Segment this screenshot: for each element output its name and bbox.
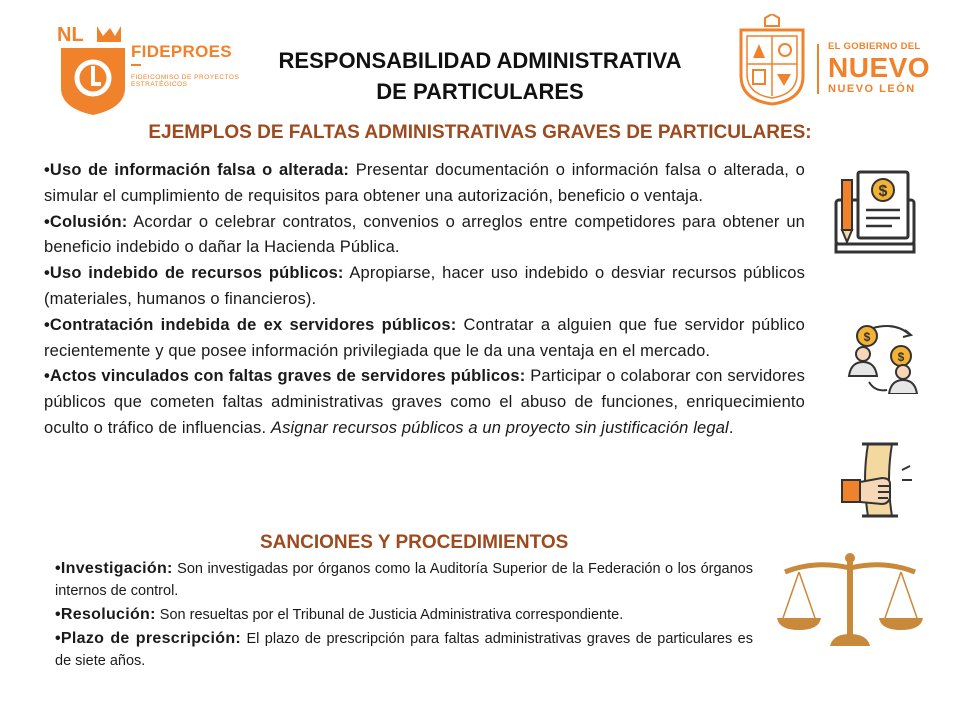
item-text: Son investigadas por órganos como la Auditoría Superior de la Federación o los órganos internos de control. xyxy=(55,561,753,599)
list-item xyxy=(44,261,805,313)
item-end: . xyxy=(728,418,734,437)
gobierno-line-3: NUEVO LEÓN xyxy=(828,83,916,95)
item-term: •Colusión: xyxy=(44,212,128,231)
item-term: •Uso indebido de recursos públicos: xyxy=(44,264,344,283)
item-text: Presentar documentación o información falsa o alterada, o simular el cumplimiento de requisitos para obtener una autorización, beneficio o ventaja. xyxy=(44,161,805,205)
sanciones-list xyxy=(55,558,753,674)
item-text: El plazo de prescripción para faltas administrativas graves de particulares es de siete años. xyxy=(55,631,753,669)
document-dollar-pencil-icon xyxy=(832,168,918,258)
list-item xyxy=(44,313,805,365)
page-title xyxy=(235,45,725,107)
item-term: •Plazo de prescripción: xyxy=(55,630,242,647)
list-item xyxy=(55,604,753,626)
scales-of-justice-icon xyxy=(775,550,925,650)
logo-dash xyxy=(131,64,141,66)
coat-of-arms-icon xyxy=(735,14,810,106)
list-item xyxy=(44,364,805,441)
faltas-list xyxy=(44,158,805,442)
gobierno-line-2: NUEVO xyxy=(828,52,931,83)
item-text: Son resueltas por el Tribunal de Justicia Administrativa correspondiente. xyxy=(155,607,624,623)
list-item xyxy=(55,558,753,602)
item-term: •Actos vinculados con faltas graves de servidores públicos: xyxy=(44,367,526,386)
svg-text:$: $ xyxy=(863,330,871,344)
gobierno-line-1: EL GOBIERNO DEL xyxy=(828,41,921,52)
gobierno-nuevo-leon-logo xyxy=(735,14,935,106)
item-italic-text: Asignar recursos públicos a un proyecto sin justificación legal xyxy=(270,418,729,437)
item-text: Acordar o celebrar contratos, convenios o arreglos entre competidores para obtener un beneficio indebido o dañar la Hacienda Pública. xyxy=(44,212,805,257)
list-item xyxy=(44,158,805,210)
people-money-exchange-icon xyxy=(845,320,925,394)
nl-text: NL xyxy=(57,24,84,46)
fideproes-logo xyxy=(55,22,255,117)
svg-text:$: $ xyxy=(897,350,905,364)
list-item xyxy=(55,628,753,672)
title-line-1: RESPONSABILIDAD ADMINISTRATIVA xyxy=(278,48,682,73)
hand-holding-document-icon xyxy=(838,440,916,520)
sanciones-heading: SANCIONES Y PROCEDIMIENTOS xyxy=(260,532,569,553)
item-text: Participar o colaborar con servidores públicos que cometen faltas administrativas graves como el abuso de funciones, enriquecimiento oculto o tráfico de influencias. xyxy=(44,367,805,437)
item-term: •Resolución: xyxy=(55,606,156,623)
section-heading: EJEMPLOS DE FALTAS ADMINISTRATIVAS GRAVES DE PARTICULARES: xyxy=(148,122,812,143)
list-item xyxy=(44,210,805,262)
fideproes-name: FIDEPROES xyxy=(131,42,232,61)
fideproes-subtitle: FIDEICOMISO DE PROYECTOS ESTRATÉGICOS xyxy=(131,74,240,88)
svg-text:$: $ xyxy=(878,183,888,200)
logo-divider xyxy=(817,44,819,94)
item-term: •Investigación: xyxy=(55,560,173,577)
title-line-2: DE PARTICULARES xyxy=(376,79,584,104)
item-term: •Uso de información falsa o alterada: xyxy=(44,161,350,179)
item-text: Contratar a alguien que fue servidor público recientemente y que posee información privilegiada que le da una ventaja en el mercado. xyxy=(44,315,806,360)
item-text: Apropiarse, hacer uso indebido o desviar recursos públicos (materiales, humanos o financieros). xyxy=(44,264,805,308)
item-term: •Contratación indebida de ex servidores públicos: xyxy=(44,315,457,334)
